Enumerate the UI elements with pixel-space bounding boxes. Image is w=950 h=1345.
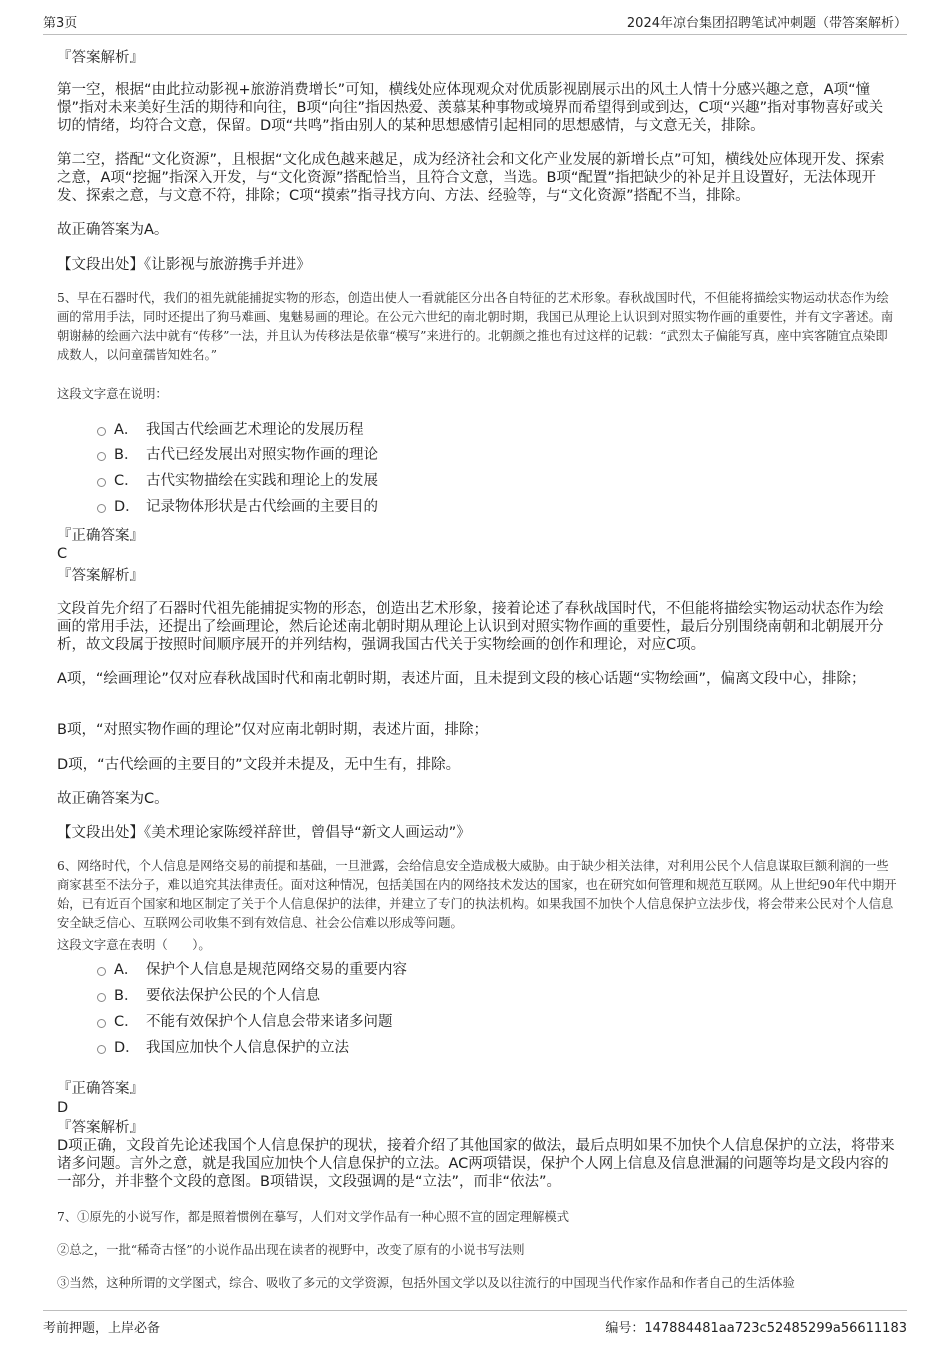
q5-analysis-p2: A项，“绘画理论”仅对应春秋战国时代和南北朝时期，表述片面，且未提到文段的核心话题“实物绘画”，偏离文段中心，排除； [57, 671, 866, 687]
radio-icon[interactable] [97, 1045, 106, 1054]
q7-sentence-2: ②总之，一批“稀奇古怪”的小说作品出现在读者的视野中，改变了原有的小说书写法则 [57, 1243, 525, 1257]
q7-sentence-1: 7、①原先的小说写作，都是照着惯例在摹写，人们对文学作品有一种心照不宣的固定理解模式 [57, 1210, 569, 1224]
radio-icon[interactable] [97, 478, 106, 487]
page-footer [43, 1310, 907, 1337]
q6-stem: 6、网络时代，个人信息是网络交易的前提和基础，一旦泄露，会给信息安全造成极大威胁。由于缺少相关法律，对利用公民个人信息谋取巨额利润的一些商家甚至不法分子，难以追究其法律责任。面对这种情况，包括美国在内的网络技术发达的国家，也在研究如何管理和规范互联网。从上世纪90年代中期开始，已有近百个国家和地区制定了关于个人信息保护的法律，并建立了专门的执法机构。如果我国不加快个人信息保护立法步伐，将会带来公民对个人信息安全缺乏信心、互联网公司收集不到有效信息、社会公信难以形成等问题。 [57, 859, 897, 930]
document-title: 2024年凉台集团招聘笔试冲刺题（带答案解析） [626, 16, 907, 31]
radio-icon[interactable] [97, 967, 106, 976]
q5-answer: C [57, 546, 68, 562]
footer-slogan: 考前押题，上岸必备 [43, 1321, 161, 1336]
q7-sentence-3: ③当然，这种所谓的文学图式，综合、吸收了多元的文学资源，包括外国文学以及以往流行的中国现当代作家作品和作者自己的生活体验 [57, 1276, 795, 1290]
q5-answer-label: 『正确答案』 [57, 528, 144, 544]
radio-icon[interactable] [97, 427, 106, 436]
radio-icon[interactable] [97, 452, 106, 461]
q5-option-d[interactable]: D． 记录物体形状是古代绘画的主要目的 [97, 498, 378, 516]
q6-option-d[interactable]: D． 我国应加快个人信息保护的立法 [97, 1039, 349, 1057]
page-number: 第3页 [43, 16, 78, 31]
q5-analysis-p1: 文段首先介绍了石器时代祖先能捕捉实物的形态，创造出艺术形象，接着论述了春秋战国时代，不但能将描绘实物运动状态作为绘画的常用手法，还提出了绘画理论，然后论述南北朝时期从理论上认识到对照实物作画的重要性，最后分别围绕南朝和北朝展开分析，故文段属于按照时间顺序展开的并列结构，强调我国古代关于实物绘画的创作和理论，对应C项。 [57, 601, 884, 653]
q5-option-a[interactable]: A． 我国古代绘画艺术理论的发展历程 [97, 421, 364, 439]
q5-option-b[interactable]: B． 古代已经发展出对照实物作画的理论 [97, 446, 378, 464]
q4-analysis-p2: 第二空，搭配“文化资源”，且根据“文化成色越来越足，成为经济社会和文化产业发展的新增长点”可知，横线处应体现开发、探索之意，A项“挖掘”指深入开发，与“文化资源”搭配恰当，且符合文意，当选。B项“配置”指把缺少的补足并且设置好，无法体现开发、探索之意，与文意不符，排除；C项“摸索”指寻找方向、方法、经验等，与“文化资源”搭配不当，排除。 [57, 152, 885, 204]
q5-stem: 5、早在石器时代，我们的祖先就能捕捉实物的形态，创造出使人一看就能区分出各自特征的艺术形象。春秋战国时代，不但能将描绘实物运动状态作为绘画的常用手法，同时还提出了狗马难画、鬼魅易画的理论。在公元六世纪的南北朝时期，我国已从理论上认识到对照实物作画的重要性，并有文字著述。南朝谢赫的绘画六法中就有“传移”一法，并且认为传移法是依靠“模写”来进行的。北朝颜之推也有过这样的记载：“武烈太子偏能写真，座中宾客随宜点染即成数人，以问童孺皆知姓名。” [57, 291, 894, 362]
q6-option-a[interactable]: A． 保护个人信息是规范网络交易的重要内容 [97, 961, 407, 979]
q5-analysis-p3: B项，“对照实物作画的理论”仅对应南北朝时期，表述片面，排除； [57, 722, 488, 738]
q4-analysis-p1: 第一空，根据“由此拉动影视+旅游消费增长”可知，横线处应体现观众对优质影视剧展示出的风土人情十分感兴趣之意，A项“憧憬”指对未来美好生活的期待和向往，B项“向往”指因热爱、羡慕某种事物或境界而希望得到或到达，C项“兴趣”指对事物喜好或关切的情绪，均符合文意，保留。D项“共鸣”指由别人的某种思想感情引起相同的思想感情，与文意无关，排除。 [57, 82, 884, 134]
document-code: 编号：147884481aa723c52485299a56611183 [605, 1321, 907, 1336]
radio-icon[interactable] [97, 504, 106, 513]
radio-icon[interactable] [97, 993, 106, 1002]
q4-source: 【文段出处】《让影视与旅游携手并进》 [57, 257, 311, 273]
q6-analysis-label: 『答案解析』 [57, 1120, 144, 1136]
q5-analysis-p4: D项，“古代绘画的主要目的”文段并未提及，无中生有，排除。 [57, 757, 461, 773]
q6-analysis-p1: D项正确，文段首先论述我国个人信息保护的现状，接着介绍了其他国家的做法，最后点明如果不加快个人信息保护的立法，将带来诸多问题。言外之意，就是我国应加快个人信息保护的立法。AC两项错误，保护个人网上信息及信息泄漏的问题等均是文段内容的一部分，并非整个文段的意图。B项错误，文段强调的是“立法”，而非“依法”。 [57, 1138, 895, 1190]
q6-answer: D [57, 1100, 69, 1116]
q6-question: 这段文字意在表明（ ）。 [57, 938, 211, 952]
q5-option-c[interactable]: C． 古代实物描绘在实践和理论上的发展 [97, 472, 378, 490]
q5-conclusion: 故正确答案为C。 [57, 791, 169, 807]
radio-icon[interactable] [97, 1019, 106, 1028]
q6-option-b[interactable]: B． 要依法保护公民的个人信息 [97, 987, 320, 1005]
q5-source: 【文段出处】《美术理论家陈绶祥辞世，曾倡导“新文人画运动”》 [57, 825, 471, 841]
q4-conclusion: 故正确答案为A。 [57, 222, 169, 238]
q6-option-c[interactable]: C． 不能有效保护个人信息会带来诸多问题 [97, 1013, 393, 1031]
q4-analysis-label: 『答案解析』 [57, 50, 144, 66]
page-header [43, 12, 907, 35]
q5-analysis-label: 『答案解析』 [57, 568, 144, 584]
q5-question: 这段文字意在说明： [57, 387, 168, 401]
q6-answer-label: 『正确答案』 [57, 1081, 144, 1097]
